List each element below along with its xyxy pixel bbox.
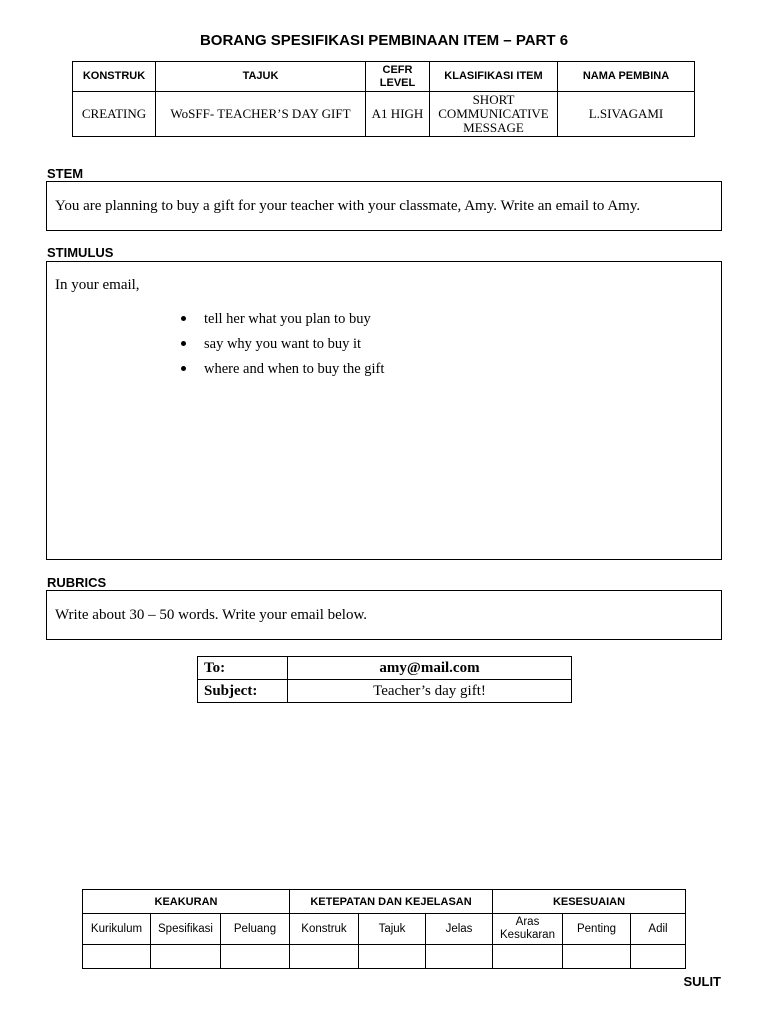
header-klasifikasi-item: KLASIFIKASI ITEM	[430, 62, 558, 92]
cell-cefr-level: A1 HIGH	[366, 92, 430, 137]
bullet-icon	[181, 316, 186, 321]
spec-table	[72, 61, 695, 137]
list-item: say why you want to buy it	[179, 335, 384, 360]
cell-konstruk: CREATING	[73, 92, 156, 137]
sub-adil: Adil	[631, 914, 686, 945]
score-cell[interactable]	[290, 945, 359, 969]
rubrics-label: RUBRICS	[47, 575, 107, 590]
email-header-table	[197, 656, 572, 703]
score-cell[interactable]	[563, 945, 631, 969]
to-label: To:	[198, 657, 288, 680]
rubrics-text: Write about 30 – 50 words. Write your email below.	[55, 607, 368, 623]
score-cell[interactable]	[221, 945, 290, 969]
score-cell[interactable]	[493, 945, 563, 969]
sub-spesifikasi: Spesifikasi	[151, 914, 221, 945]
bullet-icon	[181, 341, 186, 346]
bullet-icon	[181, 366, 186, 371]
rating-subheader-row	[83, 914, 686, 945]
list-item: where and when to buy the gift	[179, 360, 384, 385]
stimulus-bullet-list	[179, 310, 384, 385]
sub-aras-kesukaran: Aras Kesukaran	[493, 914, 563, 945]
score-cell[interactable]	[151, 945, 221, 969]
sub-peluang: Peluang	[221, 914, 290, 945]
group-keakuran: KEAKURAN	[83, 890, 290, 914]
group-kesesuaian: KESESUAIAN	[493, 890, 686, 914]
rating-group-row	[83, 890, 686, 914]
sub-penting: Penting	[563, 914, 631, 945]
sub-jelas: Jelas	[426, 914, 493, 945]
sub-kurikulum: Kurikulum	[83, 914, 151, 945]
stem-label: STEM	[47, 166, 84, 181]
sub-konstruk: Konstruk	[290, 914, 359, 945]
rating-score-row	[83, 945, 686, 969]
email-subject-row	[198, 680, 572, 703]
email-to-row	[198, 657, 572, 680]
spec-header-row	[73, 62, 695, 92]
to-value: amy@mail.com	[288, 657, 572, 680]
stem-box	[46, 181, 722, 231]
subject-label: Subject:	[198, 680, 288, 703]
document-title: BORANG SPESIFIKASI PEMBINAAN ITEM – PART 6	[199, 32, 569, 49]
sub-tajuk: Tajuk	[359, 914, 426, 945]
stimulus-intro: In your email,	[55, 277, 140, 293]
rubrics-box	[46, 590, 722, 640]
header-nama-pembina: NAMA PEMBINA	[558, 62, 695, 92]
rating-table	[82, 889, 686, 969]
stimulus-box	[46, 261, 722, 560]
list-item: tell her what you plan to buy	[179, 310, 384, 335]
group-ketepatan-dan-kejelasan: KETEPATAN DAN KEJELASAN	[290, 890, 493, 914]
spec-data-row	[73, 92, 695, 137]
header-cefr-level: CEFR LEVEL	[366, 62, 430, 92]
subject-value: Teacher’s day gift!	[288, 680, 572, 703]
score-cell[interactable]	[83, 945, 151, 969]
cell-tajuk: WoSFF- TEACHER’S DAY GIFT	[156, 92, 366, 137]
score-cell[interactable]	[359, 945, 426, 969]
cell-klasifikasi-item: SHORT COMMUNICATIVE MESSAGE	[430, 92, 558, 137]
header-konstruk: KONSTRUK	[73, 62, 156, 92]
score-cell[interactable]	[631, 945, 686, 969]
header-tajuk: TAJUK	[156, 62, 366, 92]
stimulus-label: STIMULUS	[47, 245, 114, 260]
cell-nama-pembina: L.SIVAGAMI	[558, 92, 695, 137]
score-cell[interactable]	[426, 945, 493, 969]
stem-text: You are planning to buy a gift for your teacher with your classmate, Amy. Write an email to Amy.	[55, 198, 641, 214]
classification-footer: SULIT	[683, 974, 721, 989]
